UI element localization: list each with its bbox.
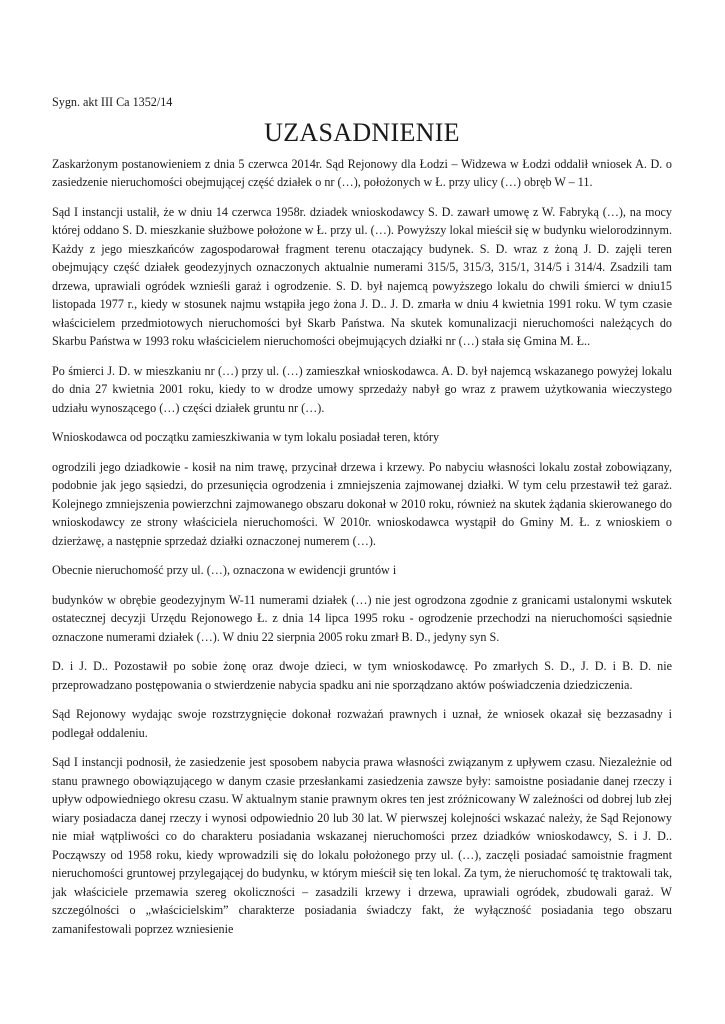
- document-title: UZASADNIENIE: [264, 117, 460, 147]
- paragraph: Sąd I instancji ustalił, że w dniu 14 czerwca 1958r. dziadek wnioskodawcy S. D. zawarł umowę z W. Fabryką (…), na mocy której oddano S. D. mieszkanie służbowe położone w Ł. przy ul. (…). Powyższy lokal mieścił się w budynku wielorodzinnym. Każdy z jego mieszkańców zagospodarował fragment terenu otaczający budynek. S. D. wraz z żoną J. D. zajęli teren obejmujący część działek geodezyjnych oznaczonych aktualnie numerami 315/5, 315/3, 315/1, 314/5 i 314/4. Zsadzili tam drzewa, uprawiali ogródek wznieśli garaż i ogrodzenie. S. D. był najemcą powyższego lokalu do chwili śmierci w dniu15 listopada 1977 r., kiedy w stosunek najmu wstąpiła jego żona J. D.. J. D. zmarła w dniu 4 kwietnia 1991 roku. W tym czasie właścicielem przedmiotowych nieruchomości był Skarb Państwa. Na skutek komunalizacji nieruchomości należących do Skarbu Państwa w 1993 roku właścicielem nieruchomości obejmujących działki nr (…) stała się Gmina M. Ł..: [52, 204, 672, 348]
- paragraph: Wnioskodawca od początku zamieszkiwania w tym lokalu posiadał teren, który: [52, 430, 440, 444]
- document-page: [52, 93, 672, 949]
- paragraph: Zaskarżonym postanowieniem z dnia 5 czerwca 2014r. Sąd Rejonowy dla Łodzi – Widzewa w Łodzi oddalił wniosek A. D. o zasiedzenie nieruchomości obejmującej część działek o nr (…), położonych w Ł. przy ulicy (…) obręb W – 11.: [52, 156, 672, 189]
- case-signature: Sygn. akt III Ca 1352/14: [52, 95, 173, 109]
- paragraph: Obecnie nieruchomość przy ul. (…), oznaczona w ewidencji gruntów i: [52, 563, 397, 577]
- paragraph: D. i J. D.. Pozostawił po sobie żonę oraz dwoje dzieci, w tym wnioskodawcę. Po zmarłych S. D., J. D. i B. D. nie przeprowadzano postępowania o stwierdzenie nabycia spadku ani nie sporządzano aktów poświadczenia dziedziczenia.: [52, 659, 672, 692]
- paragraph: ogrodzili jego dziadkowie - kosił na nim trawę, przycinał drzewa i krzewy. Po nabyciu własności lokalu został zobowiązany, podobnie jak jego sąsiedzi, do przesunięcia ogrodzenia i zmniejszenia zajmowanej działki. W tym celu przestawił też garaż. Kolejnego zmniejszenia powierzchni zajmowanego obszaru dokonał w 2010 roku, również na skutek żądania skierowanego do wnioskodawcy ze strony właściciela nieruchomości. W 2010r. wnioskodawca wystąpił do Gminy M. Ł. z wnioskiem o dzierżawę, a następnie sprzedaż działki oznaczonej numerem (…).: [52, 459, 672, 548]
- paragraph: Po śmierci J. D. w mieszkaniu nr (…) przy ul. (…) zamieszkał wnioskodawca. A. D. był najemcą wskazanego powyżej lokalu do dnia 27 kwietnia 2001 roku, kiedy to w drodze umowy sprzedaży nabył go wraz z prawem użytkowania wieczystego udziału wynoszącego (…) części działek gruntu nr (…).: [52, 363, 672, 415]
- paragraph: Sąd I instancji podnosił, że zasiedzenie jest sposobem nabycia prawa własności związanym z upływem czasu. Niezależnie od stanu prawnego obowiązującego w danym czasie przesłankami zasiedzenia zawsze były: samoistne posiadanie danej rzeczy i upływ odpowiedniego okresu czasu. W aktualnym stanie prawnym okres ten jest zróżnicowany W zależności od dobrej lub złej wiary posiadacza danej rzeczy i wynosi odpowiednio 20 lub 30 lat. W pierwszej kolejności wskazać należy, że Sąd Rejonowy nie miał wątpliwości co do charakteru posiadania wskazanej nieruchomości przez dziadków wnioskodawcy, S. i J. D.. Począwszy od 1958 roku, kiedy wprowadzili się do lokalu położonego przy ul. (…), zaczęli posiadać samoistnie fragment nieruchomości gruntowej przylegającej do budynku, w którym mieścił się ten lokal. Za tym, że nieruchomość tę traktowali tak, jak właściciele przemawia szereg okoliczności – zasadzili krzewy i drzewa, uprawiali ogródek, zbudowali garaż. W szczególności o „właścicielskim” charakterze posiadania świadczy fakt, że wyłączność posiadania tego obszaru zamanifestowali poprzez wzniesienie: [52, 755, 672, 936]
- paragraph: Sąd Rejonowy wydając swoje rozstrzygnięcie dokonał rozważań prawnych i uznał, że wniosek okazał się bezzasadny i podlegał oddaleniu.: [52, 707, 672, 740]
- paragraph: budynków w obrębie geodezyjnym W-11 numerami działek (…) nie jest ogrodzona zgodnie z granicami ustalonymi wskutek ostatecznej decyzji Urzędu Rejonowego Ł. z dnia 14 lipca 1995 roku - ogrodzenie przechodzi na nieruchomości sąsiednie oznaczone numerami działek (…). W dniu 22 sierpnia 2005 roku zmarł B. D., jedyny syn S.: [52, 592, 672, 644]
